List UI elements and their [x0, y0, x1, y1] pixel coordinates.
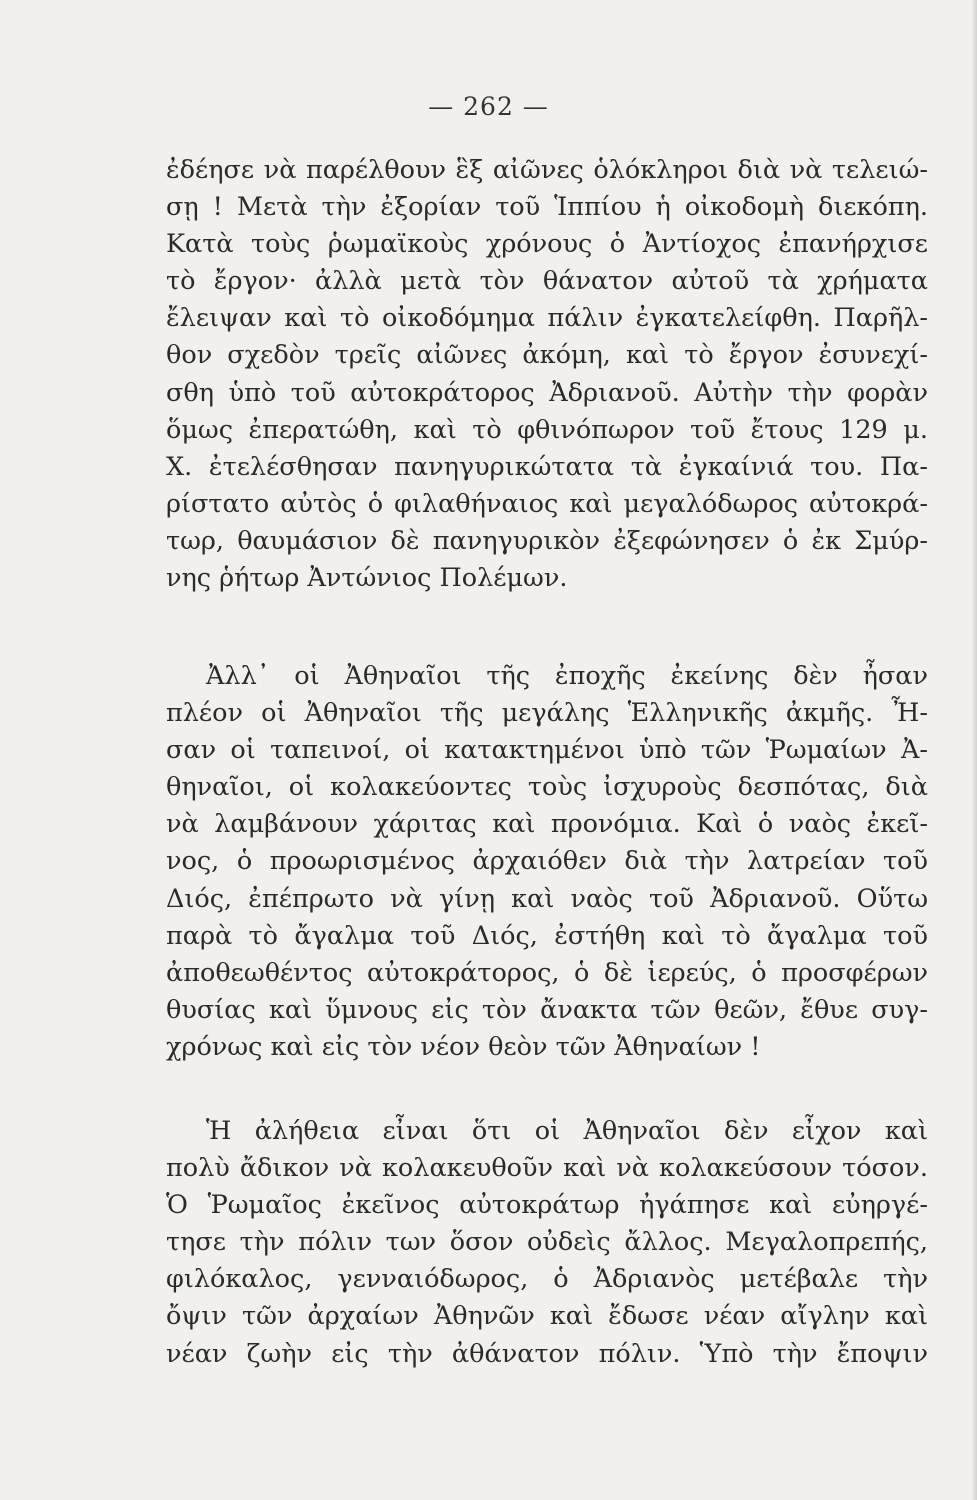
text-line: ἀποθεωθέντος αὐτοκράτορος, ὁ δὲ ἱερεύς, ὁ προσφέρων [166, 957, 928, 988]
text-line: ὅμως ἐπερατώθη, καὶ τὸ φθινόπωρον τοῦ ἔτους 129 μ. [166, 414, 928, 445]
text-line: Ὁ Ῥωμαῖος ἐκεῖνος αὐτοκράτωρ ἠγάπησε καὶ εὐηργέ- [166, 1190, 928, 1221]
text-line: Ἡ ἀλήθεια εἶναι ὅτι οἱ Ἀθηναῖοι δὲν εἶχον καὶ [206, 1116, 928, 1146]
text-line: νης ῥήτωρ Ἀντώνιος Πολέμων. [166, 563, 568, 594]
text-line: νὰ λαμβάνουν χάριτας καὶ προνόμια. Καὶ ὁ ναὸς ἐκεῖ- [166, 809, 928, 840]
text-line: νέαν ζωὴν εἰς τὴν ἀθάνατον πόλιν. Ὑπὸ τὴν ἔποψιν [166, 1338, 928, 1369]
text-line: Ἀλλ᾽ οἱ Ἀθηναῖοι τῆς ἐποχῆς ἐκείνης δὲν ἦσαν [206, 661, 928, 691]
page-edge-shadow [971, 0, 977, 1500]
text-line: θηναῖοι, οἱ κολακεύοντες τοὺς ἰσχυροὺς δεσπότας, διὰ [166, 772, 928, 803]
text-line: ὄψιν τῶν ἀρχαίων Ἀθηνῶν καὶ ἔδωσε νέαν αἴγλην καὶ [166, 1301, 928, 1332]
text-line: ρίστατο αὐτὸς ὁ φιλαθήναιος καὶ μεγαλόδωρος αὐτοκρά- [166, 488, 928, 519]
text-line: χρόνως καὶ εἰς τὸν νέον θεὸν τῶν Ἀθηναίων ! [166, 1031, 761, 1062]
text-line: φιλόκαλος, γενναιόδωρος, ὁ Ἀδριανὸς μετέβαλε τὴν [166, 1264, 928, 1295]
text-line: Χ. ἐτελέσθησαν πανηγυρικώτατα τὰ ἐγκαίνιά του. Πα- [166, 451, 928, 482]
text-line: σθη ὑπὸ τοῦ αὐτοκράτορος Ἀδριανοῦ. Αὐτὴν τὴν φορὰν [166, 377, 928, 408]
text-line: τωρ, θαυμάσιον δὲ πανηγυρικὸν ἐξεφώνησεν ὁ ἐκ Σμύρ- [166, 525, 928, 556]
paragraph-3 [166, 1113, 928, 1373]
text-line: θον σχεδὸν τρεῖς αἰῶνες ἀκόμη, καὶ τὸ ἔργον ἐσυνεχί- [166, 340, 928, 371]
text-line: παρὰ τὸ ἄγαλμα τοῦ Διός, ἐστήθη καὶ τὸ ἄγαλμα τοῦ [166, 920, 928, 951]
text-line: θυσίας καὶ ὕμνους εἰς τὸν ἄνακτα τῶν θεῶν, ἔθυε συγ- [166, 994, 928, 1025]
text-line: τησε τὴν πόλιν των ὅσον οὐδεὶς ἄλλος. Μεγαλοπρεπής, [166, 1227, 928, 1258]
text-line: σῃ ! Μετὰ τὴν ἐξορίαν τοῦ Ἱππίου ἡ οἰκοδομὴ διεκόπη. [166, 192, 928, 223]
text-line: Κατὰ τοὺς ῥωμαϊκοὺς χρόνους ὁ Ἀντίοχος ἐπανήρχισε [166, 229, 928, 260]
text-line: πολὺ ἄδικον νὰ κολακευθοῦν καὶ νὰ κολακεύσουν τόσον. [166, 1153, 928, 1184]
text-line: τὸ ἔργον· ἀλλὰ μετὰ τὸν θάνατον αὐτοῦ τὰ χρήματα [166, 266, 928, 297]
paragraph-2 [166, 658, 928, 1066]
text-line: ἔλειψαν καὶ τὸ οἰκοδόμημα πάλιν ἐγκατελείφθη. Παρῆλ- [166, 303, 928, 334]
text-line: σαν οἱ ταπεινοί, οἱ κατακτημένοι ὑπὸ τῶν Ῥωμαίων Ἀ- [166, 735, 928, 766]
paragraph-1 [166, 152, 928, 597]
page-number: — 262 — [428, 92, 549, 121]
text-line: πλέον οἱ Ἀθηναῖοι τῆς μεγάλης Ἑλληνικῆς ἀκμῆς. Ἦ- [166, 698, 928, 729]
text-line: ἐδέησε νὰ παρέλθουν ἓξ αἰῶνες ὁλόκληροι διὰ νὰ τελειώ- [166, 155, 928, 185]
text-line: Διός, ἐπέπρωτο νὰ γίνῃ καὶ ναὸς τοῦ Ἀδριανοῦ. Οὕτω [166, 883, 928, 914]
text-line: νος, ὁ προωρισμένος ἀρχαιόθεν διὰ τὴν λατρείαν τοῦ [166, 846, 928, 877]
